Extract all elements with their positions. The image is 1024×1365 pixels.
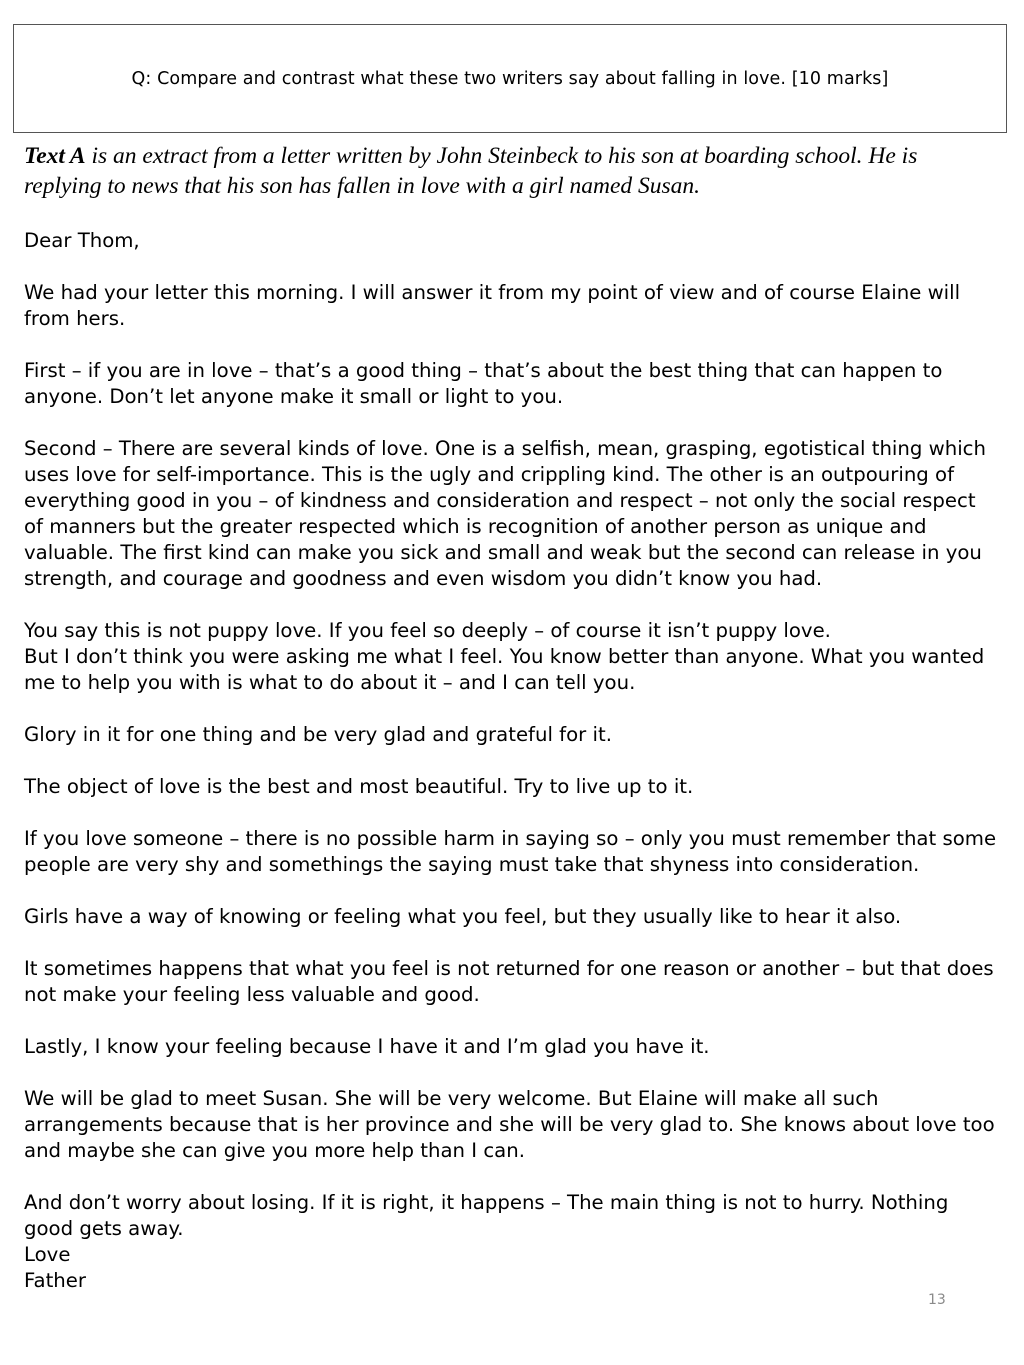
letter-paragraph: The object of love is the best and most beautiful. Try to live up to it. [24,775,694,798]
letter-paragraph: It sometimes happens that what you feel is not returned for one reason or another – but that does not make your feeling less valuable and good. [24,957,994,1006]
letter-paragraph: Lastly, I know your feeling because I have it and I’m glad you have it. [24,1035,710,1058]
letter-paragraph: Second – There are several kinds of love. One is a selfish, mean, grasping, egotistical thing which uses love for self-importance. This is the ugly and crippling kind. The other is an outpouring of everything good in you – of kindness and consideration and respect – not only the social respect of manners but the greater respected which is recognition of another person as unique and valuable. The first kind can make you sick and small and weak but the second can release in you strength, and courage and goodness and even wisdom you didn’t know you had. [24,437,986,590]
page-number: 13 [928,1292,946,1308]
intro-description: is an extract from a letter written by John Steinbeck to his son at boarding school. He is replying to news that his son has fallen in love with a girl named Susan. [24,143,918,199]
intro-text [24,141,984,201]
letter-paragraph: Girls have a way of knowing or feeling what you feel, but they usually like to hear it also. [24,905,902,928]
letter-salutation: Dear Thom, [24,229,140,252]
letter-paragraph: And don’t worry about losing. If it is right, it happens – The main thing is not to hurry. Nothing good gets away. [24,1191,949,1240]
letter-paragraph: We will be glad to meet Susan. She will be very welcome. But Elaine will make all such arrangements because that is her province and she will be very glad to. She knows about love too and maybe she can give you more help than I can. [24,1087,995,1162]
question-box [13,24,1007,133]
letter-paragraph: First – if you are in love – that’s a good thing – that’s about the best thing that can happen to anyone. Don’t let anyone make it small or light to you. [24,359,943,408]
letter-paragraph: But I don’t think you were asking me what I feel. You know better than anyone. What you wanted me to help you with is what to do about it – and I can tell you. [24,645,985,694]
letter-signature: Father [24,1269,86,1292]
intro-label: Text A [24,143,86,169]
letter-paragraph: Glory in it for one thing and be very glad and grateful for it. [24,723,612,746]
letter-paragraph: If you love someone – there is no possible harm in saying so – only you must remember that some people are very shy and somethings the saying must take that shyness into consideration. [24,827,997,876]
letter-closing: Love [24,1243,71,1266]
letter-paragraph: We had your letter this morning. I will answer it from my point of view and of course Elaine will from hers. [24,281,961,330]
letter-body [24,228,999,1294]
question-text: Q: Compare and contrast what these two writers say about falling in love. [10 marks] [131,68,889,89]
letter-paragraph: You say this is not puppy love. If you feel so deeply – of course it isn’t puppy love. [24,619,831,642]
